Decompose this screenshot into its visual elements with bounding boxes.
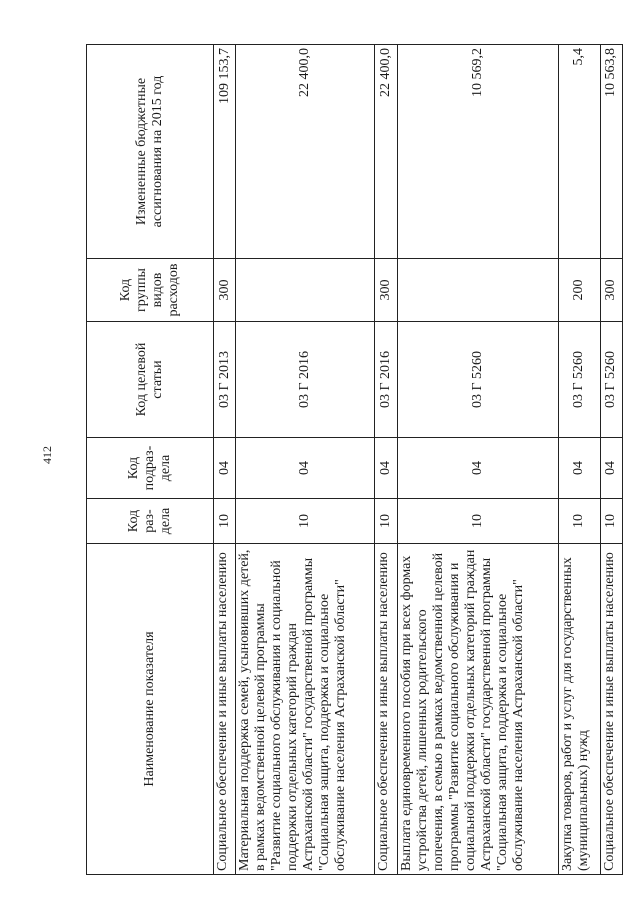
row-name: Материальная поддержка семей, усыновивших детей, в рамках ведомственной целевой программы "Развитие социального обслуживания и социальной поддержки отдельных категорий граждан Астраханской области" государственной программы "Социальная защита, поддержка и социальное обслуживание населения Астраханской области" <box>236 544 375 875</box>
row-section: 10 <box>600 499 622 544</box>
header-target: Код целевой статьи <box>87 322 214 438</box>
row-subsection: 04 <box>397 438 559 499</box>
row-name: Социальное обеспечение и иные выплаты населению <box>375 544 397 875</box>
row-expense-group <box>236 259 375 322</box>
row-target: 03 Г 2016 <box>375 322 397 438</box>
table-row <box>375 45 397 875</box>
row-expense-group: 200 <box>559 259 601 322</box>
row-subsection: 04 <box>559 438 601 499</box>
table-row <box>236 45 375 875</box>
row-name: Выплата единовременного пособия при всех формах устройства детей, лишенных родительского попечения, в семью в рамках ведомственной целевой программы "Развитие социального обслуживания и социальной поддержки отдельных категорий граждан Астраханской области" государственной программы "Социальная защита, поддержка и социальное обслуживание населения Астраханской области" <box>397 544 559 875</box>
row-section: 10 <box>559 499 601 544</box>
header-name: Наименование показателя <box>87 544 214 875</box>
rotated-table-container <box>86 45 623 875</box>
table-row <box>397 45 559 875</box>
row-section: 10 <box>397 499 559 544</box>
row-expense-group: 300 <box>600 259 622 322</box>
row-subsection: 04 <box>214 438 236 499</box>
row-subsection: 04 <box>375 438 397 499</box>
row-amount: 109 153,7 <box>214 45 236 259</box>
table-header-row <box>87 45 214 875</box>
row-target: 03 Г 2016 <box>236 322 375 438</box>
header-subsection: Код подраз-дела <box>87 438 214 499</box>
row-amount: 5,4 <box>559 45 601 259</box>
header-section: Код раз-дела <box>87 499 214 544</box>
row-section: 10 <box>375 499 397 544</box>
row-target: 03 Г 5260 <box>397 322 559 438</box>
row-target: 03 Г 5260 <box>600 322 622 438</box>
table-row <box>559 45 601 875</box>
budget-table <box>86 44 623 875</box>
page-number: 412 <box>40 446 54 464</box>
row-section: 10 <box>236 499 375 544</box>
row-amount: 10 563,8 <box>600 45 622 259</box>
header-amount: Измененные бюджетные ассигнования на 2015 год <box>87 45 214 259</box>
row-section: 10 <box>214 499 236 544</box>
table-row <box>214 45 236 875</box>
row-expense-group: 300 <box>214 259 236 322</box>
row-expense-group <box>397 259 559 322</box>
row-name: Социальное обеспечение и иные выплаты населению <box>600 544 622 875</box>
row-target: 03 Г 5260 <box>559 322 601 438</box>
table-row <box>600 45 622 875</box>
row-subsection: 04 <box>236 438 375 499</box>
row-amount: 22 400,0 <box>236 45 375 259</box>
header-expense-group: Код группы видов расходов <box>87 259 214 322</box>
row-subsection: 04 <box>600 438 622 499</box>
row-amount: 10 569,2 <box>397 45 559 259</box>
row-name: Закупка товаров, работ и услуг для государственных (муниципальных) нужд <box>559 544 601 875</box>
row-amount: 22 400,0 <box>375 45 397 259</box>
row-target: 03 Г 2013 <box>214 322 236 438</box>
row-expense-group: 300 <box>375 259 397 322</box>
row-name: Социальное обеспечение и иные выплаты населению <box>214 544 236 875</box>
